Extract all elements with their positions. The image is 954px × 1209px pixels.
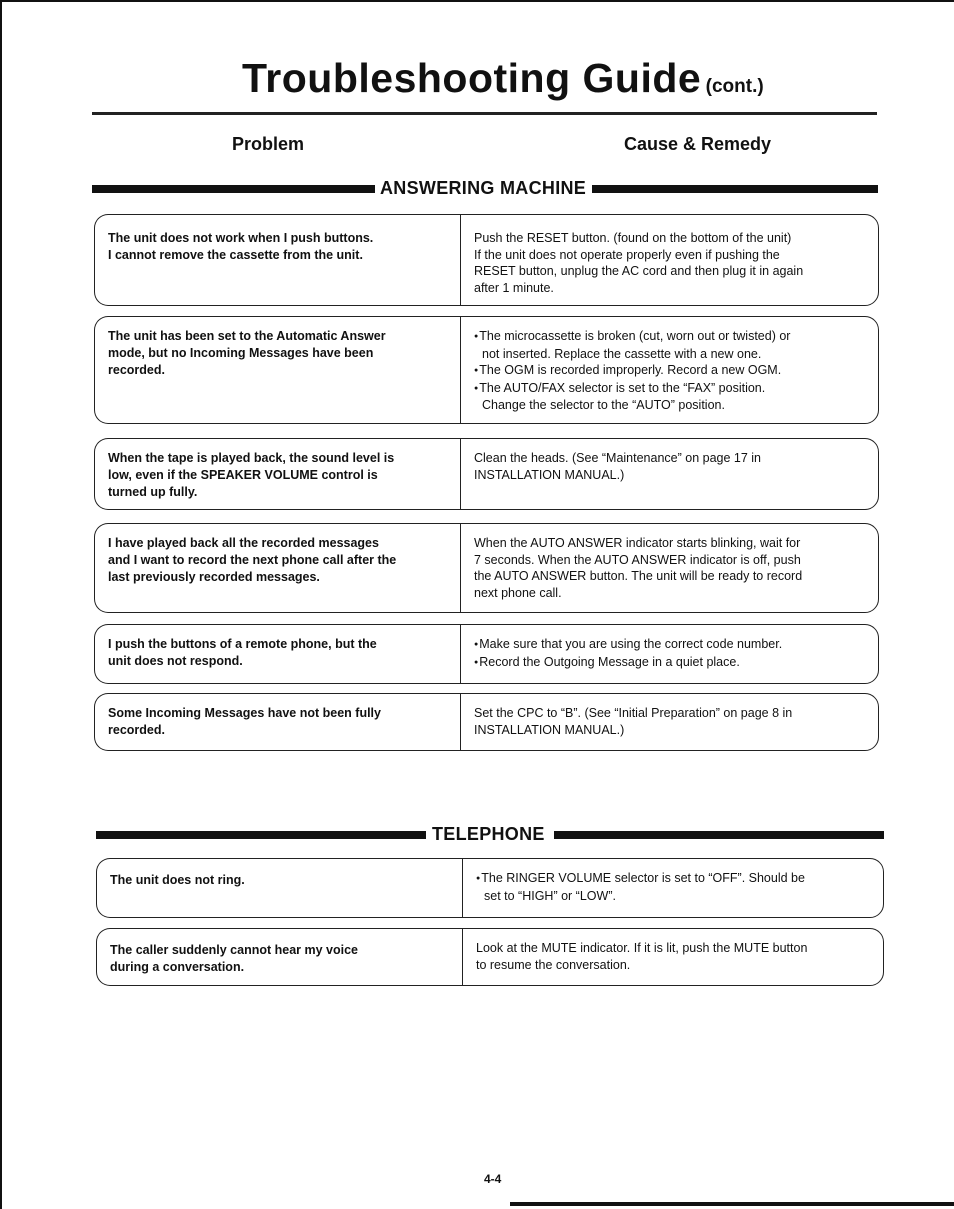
problem-text: The unit does not work when I push buttons. I cannot remove the cassette from the unit. [108,231,374,262]
page-frame-top [0,0,954,2]
remedy-line: When the AUTO ANSWER indicator starts blinking, wait for 7 seconds. When the AUTO ANSWER indicator is off, push the AUTO ANSWER button. The unit will be ready to record next phone call. [474,536,803,600]
remedy-text [474,705,869,738]
remedy-bullet-item: ● The AUTO/FAX selector is set to the “FAX” position. Change the selector to the “AUTO” position. [474,380,869,414]
remedy-text [474,636,869,671]
column-header-problem: Problem [232,134,305,154]
section-bar-left [96,831,426,839]
remedy-text [476,940,874,973]
page-frame-left [0,0,2,1209]
section-bar-left [92,185,375,193]
remedy-bullet-item: ● The OGM is recorded improperly. Record a new OGM. [474,362,869,380]
remedy-bullet-item: ● The microcassette is broken (cut, worn out or twisted) or not inserted. Replace the cassette with a new one. [474,328,869,362]
section-bar-right [554,831,884,839]
troubleshoot-row [94,693,879,751]
remedy-line: Look at the MUTE indicator. If it is lit, push the MUTE button to resume the conversation. [476,941,808,972]
remedy-text [476,870,874,904]
remedy-text [474,450,869,483]
remedy-bullet-item: ● The RINGER VOLUME selector is set to “OFF”. Should be set to “HIGH” or “LOW”. [476,870,874,904]
troubleshoot-row [94,316,879,424]
remedy-line: Push the RESET button. (found on the bottom of the unit) If the unit does not operate properly even if pushing the RESET button, unplug the AC cord and then plug it in again after 1 minute. [474,231,804,295]
remedy-text [474,230,869,296]
section-header-answering [92,180,878,200]
page-title-cont: (cont.) [705,76,764,97]
page-number: 4-4 [484,1172,502,1186]
problem-text: When the tape is played back, the sound level is low, even if the SPEAKER VOLUME control is turned up fully. [108,451,395,499]
remedy-line: Set the CPC to “B”. (See “Initial Preparation” on page 8 in INSTALLATION MANUAL.) [474,706,793,737]
page-title-main: Troubleshooting Guide [242,55,702,101]
section-title-telephone: TELEPHONE [432,824,545,844]
remedy-bullet-item: ● Record the Outgoing Message in a quiet place. [474,654,869,672]
remedy-text [474,535,869,601]
page-frame-bottom [510,1202,954,1206]
section-header-telephone [96,826,884,846]
problem-text: I push the buttons of a remote phone, but the unit does not respond. [108,637,377,668]
problem-text: The unit has been set to the Automatic Answer mode, but no Incoming Messages have been recorded. [108,329,386,377]
title-rule [92,112,877,115]
troubleshoot-row [94,438,879,510]
problem-text: The caller suddenly cannot hear my voice during a conversation. [110,943,359,974]
troubleshoot-row [96,928,884,986]
troubleshoot-row [94,214,879,306]
problem-text: Some Incoming Messages have not been fully recorded. [108,706,381,737]
section-bar-right [592,185,878,193]
troubleshoot-row [94,624,879,684]
problem-text: I have played back all the recorded messages and I want to record the next phone call after the last previously recorded messages. [108,536,397,584]
page-title [242,55,764,102]
troubleshoot-row [96,858,884,918]
remedy-bullet-item: ● Make sure that you are using the correct code number. [474,636,869,654]
remedy-line: Clean the heads. (See “Maintenance” on page 17 in INSTALLATION MANUAL.) [474,451,761,482]
column-header-cause: Cause & Remedy [624,134,772,154]
problem-text: The unit does not ring. [110,873,245,887]
troubleshoot-row [94,523,879,613]
remedy-text [474,328,869,414]
section-title-answering: ANSWERING MACHINE [380,178,587,198]
